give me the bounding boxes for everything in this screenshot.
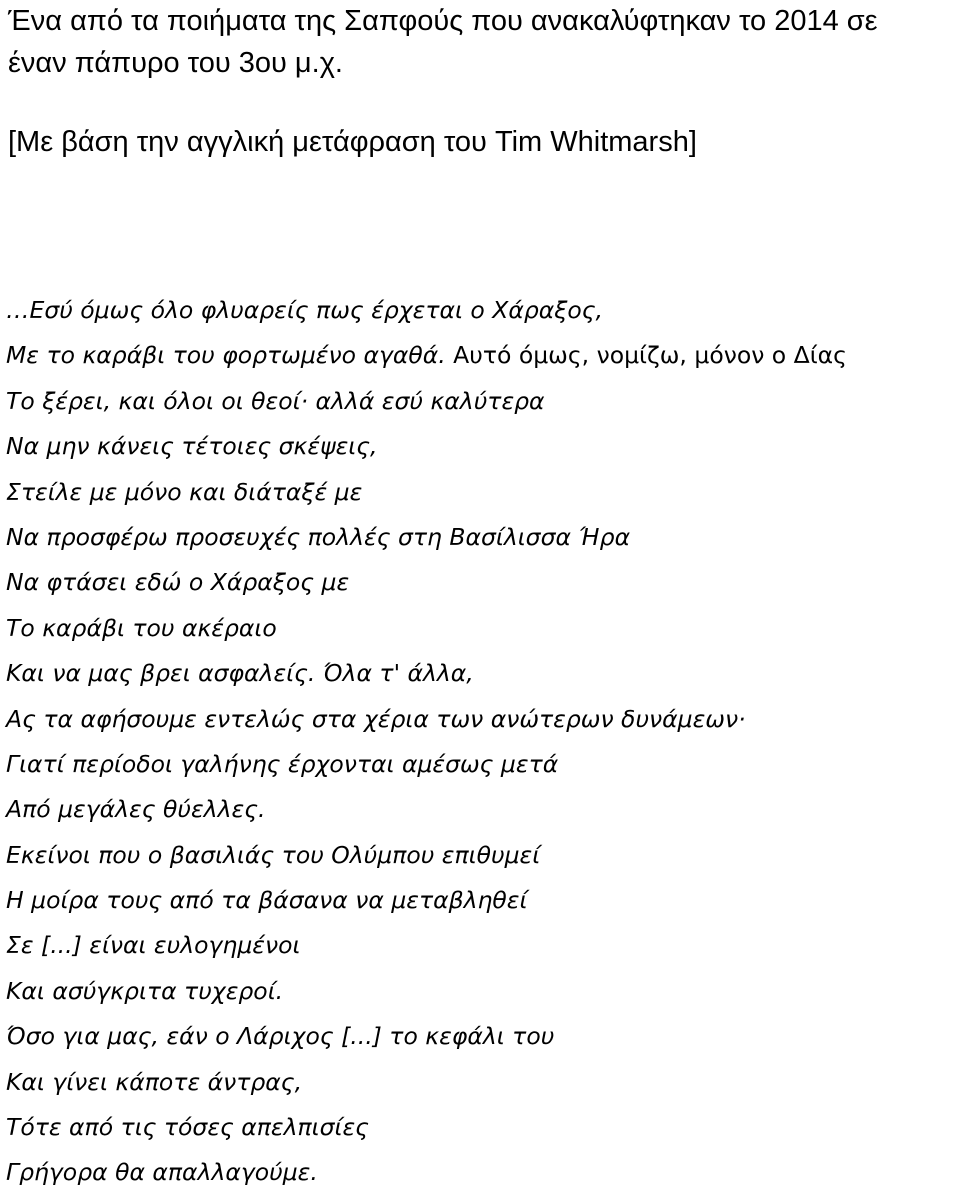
poem-line-segment: Και ασύγκριτα τυχεροί. (6, 976, 284, 1005)
poem-line-segment: Στείλε με μόνο και διάταξέ με (6, 477, 363, 506)
intro-line-2: έναν πάπυρο του 3ου μ.χ. (8, 47, 343, 79)
poem-line-segment: Με το καράβι του φορτωμένο αγαθά. (6, 341, 454, 370)
poem-line-segment: Τότε από τις τόσες απελπισίες (6, 1113, 369, 1142)
poem-line (6, 833, 956, 878)
poem-line-segment: Και να μας βρει ασφαλείς. Όλα τ' άλλα, (6, 659, 474, 688)
poem-line-segment: Να μην κάνεις τέτοιες σκέψεις, (6, 432, 378, 461)
translation-credit: [Με βάση την αγγλική μετάφραση του Tim Whitmarsh] (8, 126, 697, 158)
poem-line (6, 1105, 956, 1150)
poem-body (6, 288, 956, 1196)
poem-line-segment: Γιατί περίοδοι γαλήνης έρχονται αμέσως μετά (6, 749, 559, 778)
poem-line (6, 651, 956, 696)
poem-line-segment: Και γίνει κάποτε άντρας, (6, 1067, 303, 1096)
intro-paragraph (8, 0, 953, 84)
poem-line (6, 742, 956, 787)
poem-line-segment: …Εσύ όμως όλο φλυαρείς πως έρχεται ο Χάραξος, (6, 296, 604, 324)
poem-line-segment: Το καράβι του ακέραιο (6, 613, 277, 642)
poem-line (6, 379, 956, 424)
poem-line (6, 560, 956, 605)
poem-line (6, 606, 956, 651)
poem-line (6, 1150, 956, 1195)
poem-line (6, 969, 956, 1014)
poem-line (6, 1014, 956, 1059)
poem-line-segment: Αυτό όμως, νομίζω, μόνον ο Δίας (453, 341, 847, 370)
poem-line (6, 288, 956, 333)
poem-line-segment: Εκείνοι που ο βασιλιάς του Ολύμπου επιθυμεί (6, 840, 541, 869)
poem-line (6, 424, 956, 469)
poem-line-segment: Όσο για μας, εάν ο Λάριχος [...] το κεφάλι του (6, 1022, 555, 1051)
poem-line-segment: Ας τα αφήσουμε εντελώς στα χέρια των ανώτερων δυνάμεων· (6, 704, 746, 733)
poem-line (6, 787, 956, 832)
poem-line-segment: Να προσφέρω προσευχές πολλές στη Βασίλισσα Ήρα (6, 522, 631, 551)
poem-line-segment: Γρήγορα θα απαλλαγούμε. (6, 1158, 318, 1187)
poem-line (6, 470, 956, 515)
poem-line (6, 333, 956, 378)
poem-line (6, 697, 956, 742)
poem-line-segment: Από μεγάλες θύελλες. (6, 795, 266, 824)
poem-line-segment: Να φτάσει εδώ ο Χάραξος με (6, 568, 350, 597)
poem-line-segment: Σε [...] είναι ευλογημένοι (6, 931, 301, 960)
poem-line (6, 1060, 956, 1105)
poem-line-segment: Το ξέρει, και όλοι οι θεοί· αλλά εσύ καλύτερα (6, 386, 545, 415)
poem-line-segment: Η μοίρα τους από τα βάσανα να μεταβληθεί (6, 886, 528, 915)
poem-line (6, 923, 956, 968)
poem-line (6, 515, 956, 560)
poem-line (6, 878, 956, 923)
intro-line-1: Ένα από τα ποιήματα της Σαπφούς που ανακαλύφτηκαν το 2014 σε (8, 5, 878, 37)
